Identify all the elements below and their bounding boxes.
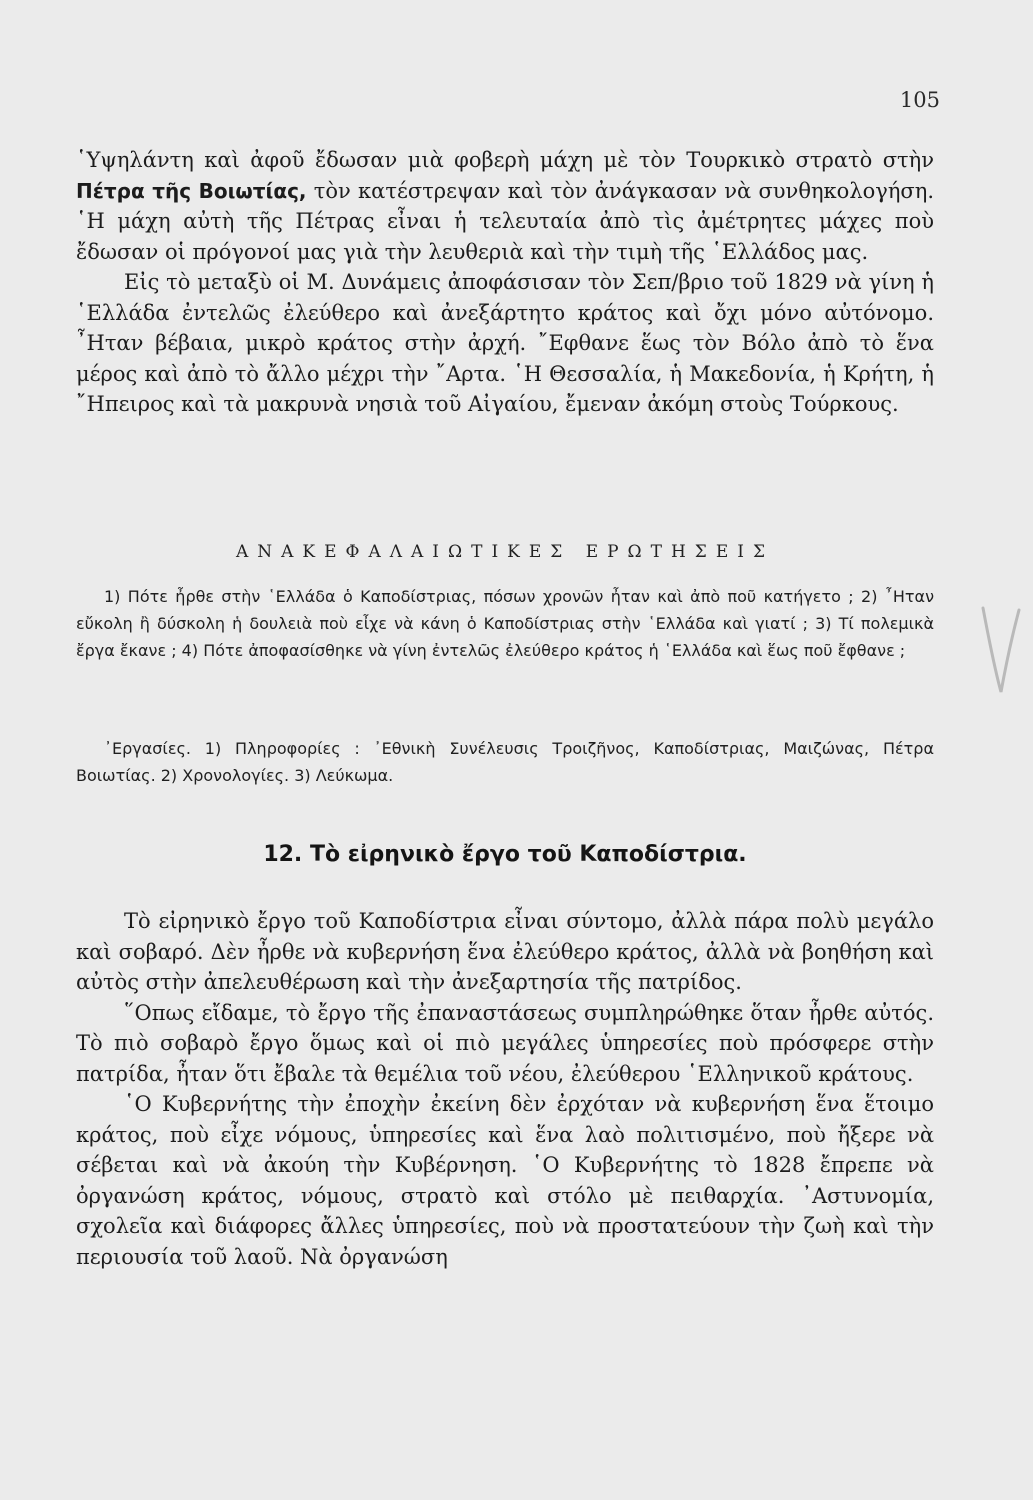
intro-text bbox=[76, 145, 934, 420]
intro-paragraph-1 bbox=[76, 145, 934, 267]
chapter-paragraph-3: ῾Ο Κυβερνήτης τὴν ἐποχὴν ἐκείνη δὲν ἐρχόταν νὰ κυβερνήση ἕνα ἕτοιμο κράτος, ποὺ εἶχε νόμους, ὑπηρεσίες καὶ ἕνα λαὸ πολιτισμένο, ποὺ ἤξερε νὰ σέβεται καὶ νὰ ἀκούη τὴν Κυβέρνηση. ῾Ο Κυβερνήτης τὸ 1828 ἔπρεπε νὰ ὀργανώση κράτος, νόμους, στρατὸ καὶ στόλο μὲ πειθαρχία. ᾿Αστυνομία, σχολεῖα καὶ διάφορες ἄλλες ὑπηρεσίες, ποὺ νὰ προστατεύουν τὴν ζωὴ καὶ τὴν περιουσία τοῦ λαοῦ. Νὰ ὀργανώση bbox=[76, 1092, 934, 1269]
exercises-text: ᾿Εργασίες. 1) Πληροφορίες : ᾿Εθνικὴ Συνέλευσις Τροιζῆνος, Καποδίστριας, Μαιζώνας, Πέτρα Βοιωτίας. 2) Χρονολογίες. 3) Λεύκωμα. bbox=[76, 739, 934, 785]
intro-p1-end: τὸν κατέστρεψαν καὶ τὸν ἀνάγκασαν νὰ συνθηκολογήση. ῾Η μάχη αὐτὴ τῆς Πέτρας εἶναι ἡ τελευταία ἀπὸ τὶς ἀμέτρητες μάχες ποὺ ἔδωσαν οἱ πρόγονοί μας γιὰ τὴν λευθεριὰ καὶ τὴν τιμὴ τῆς ῾Ελλάδος μας. bbox=[76, 178, 934, 264]
intro-p1-start: ῾Υψηλάντη καὶ ἀφοῦ ἔδωσαν μιὰ φοβερὴ μάχη μὲ τὸν Τουρκικὸ στρατὸ στὴν bbox=[76, 148, 934, 172]
review-questions-text: 1) Πότε ἦρθε στὴν ῾Ελλάδα ὁ Καποδίστριας, πόσων χρονῶν ἦταν καὶ ἀπὸ ποῦ κατήγετο ; 2) ῏Ηταν εὔκολη ἢ δύσκολη ἡ δουλειὰ ποὺ εἶχε νὰ κάνη ὁ Καποδίστριας στὴν ῾Ελλάδα καὶ γιατί ; 3) Τί πολεμικὰ ἔργα ἔκανε ; 4) Πότε ἀποφασίσθηκε νὰ γίνη ἐντελῶς ἐλεύθερο κράτος ἡ ῾Ελλάδα καὶ ἕως ποῦ ἔφθανε ; bbox=[76, 587, 934, 660]
review-questions-heading: ΑΝΑΚΕΦΑΛΑΙΩΤΙΚΕΣ ΕΡΩΤΗΣΕΙΣ bbox=[236, 542, 774, 562]
review-questions bbox=[76, 583, 934, 664]
chapter-paragraph-2: ῞Οπως εἴδαμε, τὸ ἔργο τῆς ἐπαναστάσεως συμπληρώθηκε ὅταν ἦρθε αὐτός. Τὸ πιὸ σοβαρὸ ἔργο ὅμως καὶ οἱ πιὸ μεγάλες ὑπηρεσίες ποὺ πρόσφερε στὴν πατρίδα, ἦταν ὅτι ἔβαλε τὰ θεμέλια τοῦ νέου, ἐλεύθερου ῾Ελληνικοῦ κράτους. bbox=[76, 1000, 934, 1086]
intro-p1-bold-place: Πέτρα τῆς Βοιωτίας, bbox=[76, 178, 307, 203]
page-number: 105 bbox=[899, 88, 940, 112]
chapter-title: 12. Τὸ εἰρηνικὸ ἔργο τοῦ Καποδίστρια. bbox=[263, 842, 747, 867]
intro-paragraph-2: Εἰς τὸ μεταξὺ οἱ Μ. Δυνάμεις ἀποφάσισαν τὸν Σεπ/βριο τοῦ 1829 νὰ γίνη ἡ ῾Ελλάδα ἐντελῶς ἐλεύθερο καὶ ἀνεξάρτητο κράτος καὶ ὄχι μόνο αὐτόνομο. ῏Ηταν βέβαια, μικρὸ κράτος στὴν ἀρχή. ῎Εφθανε ἕως τὸν Βόλο ἀπὸ τὸ ἕνα μέρος καὶ ἀπὸ τὸ ἄλλο μέχρι τὴν ῎Αρτα. ῾Η Θεσσαλία, ἡ Μακεδονία, ἡ Κρήτη, ἡ ῎Ηπειρος καὶ τὰ μακρυνὰ νησιὰ τοῦ Αἰγαίου, ἔμεναν ἀκόμη στοὺς Τούρκους. bbox=[76, 270, 934, 416]
exercises bbox=[76, 735, 934, 789]
chapter-body bbox=[76, 906, 934, 1272]
margin-check-mark bbox=[975, 600, 1025, 700]
chapter-paragraph-1: Τὸ εἰρηνικὸ ἔργο τοῦ Καποδίστρια εἶναι σύντομο, ἀλλὰ πάρα πολὺ μεγάλο καὶ σοβαρό. Δὲν ἦρθε νὰ κυβερνήση ἕνα ἐλεύθερο κράτος, ἀλλὰ νὰ βοηθήση καὶ αὐτὸς στὴν ἀπελευθέρωση καὶ τὴν ἀνεξαρτησία τῆς πατρίδος. bbox=[76, 909, 934, 994]
